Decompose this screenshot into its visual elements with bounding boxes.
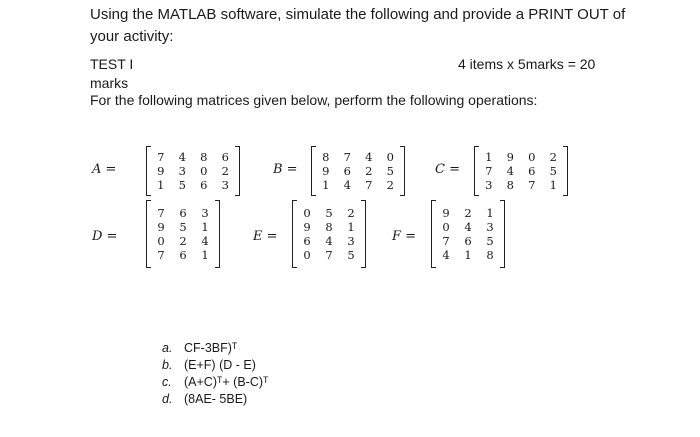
matrix-c-cell: 3 bbox=[485, 178, 493, 192]
matrix-f-cell: 5 bbox=[486, 234, 494, 248]
matrix-b-cell: 6 bbox=[343, 164, 351, 178]
matrix-e-cell: 5 bbox=[347, 248, 355, 262]
matrix-b-cell: 5 bbox=[386, 164, 394, 178]
matrix-b-cell: 7 bbox=[343, 150, 351, 164]
matrix-f bbox=[431, 200, 505, 268]
operation-item: b. (E+F) (D - E) bbox=[162, 358, 256, 372]
matrix-a-cell: 8 bbox=[200, 150, 208, 164]
matrix-a bbox=[146, 146, 240, 196]
matrix-e-label: E = bbox=[253, 229, 278, 244]
matrix-b-cell: 9 bbox=[322, 164, 330, 178]
matrix-d-cell: 7 bbox=[157, 206, 165, 220]
matrix-f-cell: 1 bbox=[464, 248, 472, 262]
matrix-e-cell: 3 bbox=[347, 234, 355, 248]
matrix-f-cell: 7 bbox=[442, 234, 450, 248]
matrix-c-cell: 6 bbox=[528, 164, 536, 178]
matrix-a-cell: 7 bbox=[157, 150, 165, 164]
matrix-d bbox=[146, 200, 220, 268]
matrix-f-cell: 3 bbox=[486, 220, 494, 234]
matrix-e-cell: 9 bbox=[303, 220, 311, 234]
operation-item: c. (A+C)ᵀ+ (B-C)ᵀ bbox=[162, 375, 269, 389]
matrix-d-cell: 0 bbox=[157, 234, 165, 248]
matrix-d-cell: 5 bbox=[179, 220, 187, 234]
matrix-d-cell: 2 bbox=[179, 234, 187, 248]
matrix-f-cell: 9 bbox=[442, 206, 450, 220]
matrix-e bbox=[292, 200, 366, 268]
matrix-a-cell: 6 bbox=[200, 178, 208, 192]
matrix-c-cell: 2 bbox=[549, 150, 557, 164]
matrix-a-cell: 2 bbox=[221, 164, 229, 178]
matrix-e-cell: 2 bbox=[347, 206, 355, 220]
matrix-f-cell: 4 bbox=[464, 220, 472, 234]
matrix-a-cell: 6 bbox=[221, 150, 229, 164]
matrix-a-cell: 3 bbox=[178, 164, 186, 178]
matrix-e-cell: 0 bbox=[303, 248, 311, 262]
operations-list bbox=[162, 340, 268, 408]
operation-item: d. (8AE- 5BE) bbox=[162, 392, 248, 406]
matrix-c-cell: 4 bbox=[506, 164, 514, 178]
matrix-e-cell: 1 bbox=[347, 220, 355, 234]
matrix-a-cell: 5 bbox=[178, 178, 186, 192]
matrix-f-cell: 8 bbox=[486, 248, 494, 262]
matrix-b-cell: 1 bbox=[322, 178, 330, 192]
matrix-b-cell: 8 bbox=[322, 150, 330, 164]
matrix-f-cell: 6 bbox=[464, 234, 472, 248]
matrix-d-cell: 1 bbox=[201, 220, 209, 234]
matrix-c-cell: 0 bbox=[528, 150, 536, 164]
activity-title: Using the MATLAB software, simulate the following and provide a PRINT OUT of your activity: bbox=[90, 6, 626, 45]
matrix-d-cell: 1 bbox=[201, 248, 209, 262]
matrix-b-cell: 7 bbox=[365, 178, 373, 192]
matrix-b bbox=[311, 146, 405, 196]
matrix-d-cell: 7 bbox=[157, 248, 165, 262]
matrix-d-cell: 6 bbox=[179, 248, 187, 262]
matrix-c bbox=[474, 146, 568, 196]
matrix-f-cell: 1 bbox=[486, 206, 494, 220]
matrix-d-cell: 3 bbox=[201, 206, 209, 220]
matrix-b-cell: 4 bbox=[343, 178, 351, 192]
matrix-d-cell: 6 bbox=[179, 206, 187, 220]
matrix-c-cell: 7 bbox=[485, 164, 493, 178]
matrix-c-cell: 5 bbox=[549, 164, 557, 178]
matrix-b-cell: 4 bbox=[365, 150, 373, 164]
matrix-c-cell: 1 bbox=[549, 178, 557, 192]
matrix-a-cell: 1 bbox=[157, 178, 165, 192]
matrix-f-cell: 4 bbox=[442, 248, 450, 262]
matrix-c-cell: 1 bbox=[485, 150, 493, 164]
matrix-e-cell: 0 bbox=[303, 206, 311, 220]
matrix-d-cell: 9 bbox=[157, 220, 165, 234]
matrix-e-cell: 6 bbox=[303, 234, 311, 248]
matrix-f-cell: 2 bbox=[464, 206, 472, 220]
matrix-c-cell: 8 bbox=[506, 178, 514, 192]
matrix-d-label: D = bbox=[92, 229, 118, 244]
matrix-b-label: B = bbox=[273, 162, 298, 177]
score-text: 4 items x 5marks = 20 bbox=[458, 56, 596, 72]
matrix-e-cell: 4 bbox=[325, 234, 333, 248]
instruction-text: For the following matrices given below, perform the following operations: bbox=[90, 92, 538, 108]
matrix-b-cell: 0 bbox=[386, 150, 394, 164]
matrix-a-cell: 0 bbox=[200, 164, 208, 178]
matrix-a-cell: 9 bbox=[157, 164, 165, 178]
matrix-d-cell: 4 bbox=[201, 234, 209, 248]
matrix-b-cell: 2 bbox=[365, 164, 373, 178]
matrix-a-cell: 3 bbox=[221, 178, 229, 192]
matrix-c-label: C = bbox=[435, 162, 460, 177]
operation-item: a. CF-3BF)ᵀ bbox=[162, 341, 238, 355]
matrix-c-cell: 7 bbox=[528, 178, 536, 192]
matrix-e-cell: 7 bbox=[325, 248, 333, 262]
matrix-a-cell: 4 bbox=[178, 150, 186, 164]
test-label: TEST I bbox=[90, 56, 134, 72]
matrix-a-label: A = bbox=[92, 162, 117, 177]
matrix-e-cell: 8 bbox=[325, 220, 333, 234]
matrix-c-cell: 9 bbox=[506, 150, 514, 164]
marks-text: marks bbox=[90, 75, 129, 91]
matrix-b-cell: 2 bbox=[386, 178, 394, 192]
matrix-e-cell: 5 bbox=[325, 206, 333, 220]
matrix-f-label: F = bbox=[392, 229, 417, 244]
matrix-f-cell: 0 bbox=[442, 220, 450, 234]
